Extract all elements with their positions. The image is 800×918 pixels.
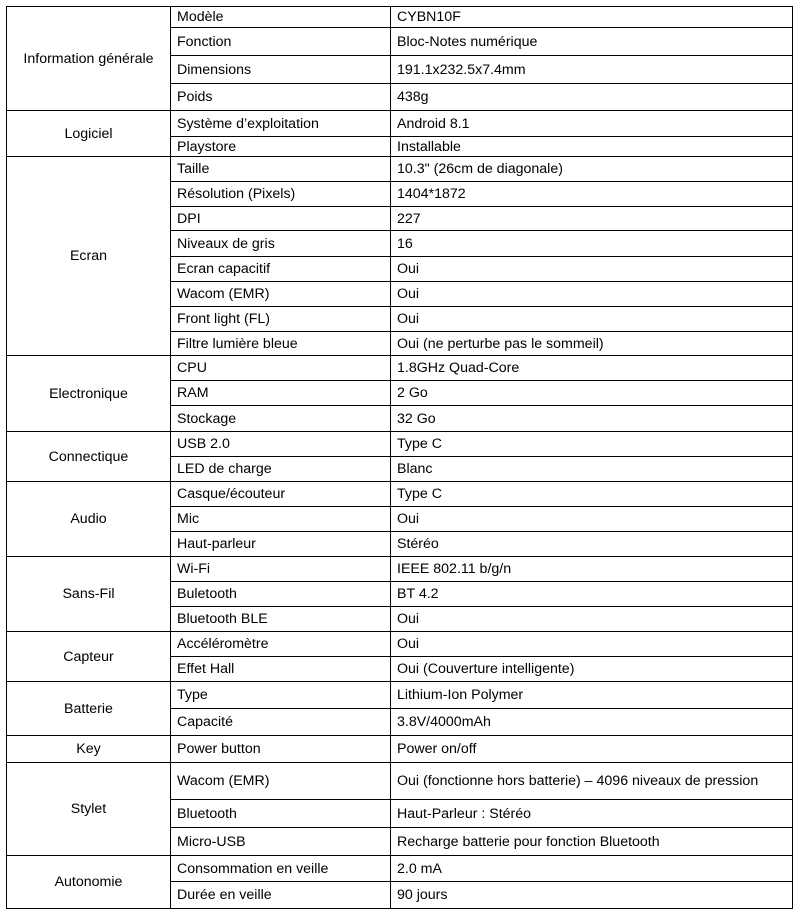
table-row xyxy=(7,7,793,28)
spec-value-cell: 32 Go xyxy=(391,406,793,432)
spec-value-cell: 2.0 mA xyxy=(391,856,793,882)
spec-value-cell: Oui (ne perturbe pas le sommeil) xyxy=(391,332,793,356)
spec-value-cell: Oui (Couverture intelligente) xyxy=(391,657,793,682)
spec-value-cell: Type C xyxy=(391,482,793,507)
spec-label-cell: Dimensions xyxy=(171,56,391,84)
spec-label-cell: Résolution (Pixels) xyxy=(171,182,391,207)
spec-value-cell: 90 jours xyxy=(391,882,793,909)
spec-value-cell: Bloc-Notes numérique xyxy=(391,28,793,56)
spec-label-cell: Front light (FL) xyxy=(171,307,391,332)
category-cell: Electronique xyxy=(7,356,171,432)
spec-value-cell: 1404*1872 xyxy=(391,182,793,207)
category-cell: Information générale xyxy=(7,7,171,111)
spec-label-cell: CPU xyxy=(171,356,391,381)
spec-value-cell: Power on/off xyxy=(391,736,793,763)
spec-label-cell: Type xyxy=(171,682,391,709)
spec-value-cell: 191.1x232.5x7.4mm xyxy=(391,56,793,84)
spec-label-cell: Taille xyxy=(171,157,391,182)
spec-value-cell: Oui xyxy=(391,607,793,632)
category-cell: Stylet xyxy=(7,763,171,856)
spec-label-cell: Capacité xyxy=(171,709,391,736)
spec-label-cell: Poids xyxy=(171,84,391,111)
category-cell: Logiciel xyxy=(7,111,171,157)
spec-label-cell: Fonction xyxy=(171,28,391,56)
spec-label-cell: LED de charge xyxy=(171,457,391,482)
spec-label-cell: Bluetooth BLE xyxy=(171,607,391,632)
spec-value-cell: Android 8.1 xyxy=(391,111,793,137)
category-cell: Batterie xyxy=(7,682,171,736)
spec-label-cell: Micro-USB xyxy=(171,828,391,856)
spec-value-cell: IEEE 802.11 b/g/n xyxy=(391,557,793,582)
table-row xyxy=(7,157,793,182)
spec-value-cell: Installable xyxy=(391,137,793,157)
spec-label-cell: Playstore xyxy=(171,137,391,157)
table-row xyxy=(7,111,793,137)
spec-value-cell: BT 4.2 xyxy=(391,582,793,607)
spec-label-cell: Mic xyxy=(171,507,391,532)
spec-label-cell: DPI xyxy=(171,207,391,231)
spec-value-cell: 3.8V/4000mAh xyxy=(391,709,793,736)
spec-label-cell: Durée en veille xyxy=(171,882,391,909)
spec-label-cell: Effet Hall xyxy=(171,657,391,682)
spec-label-cell: Wi-Fi xyxy=(171,557,391,582)
spec-label-cell: Buletooth xyxy=(171,582,391,607)
spec-label-cell: Bluetooth xyxy=(171,800,391,828)
table-row xyxy=(7,632,793,657)
spec-value-cell: Oui xyxy=(391,307,793,332)
spec-label-cell: Casque/écouteur xyxy=(171,482,391,507)
spec-label-cell: Modèle xyxy=(171,7,391,28)
spec-label-cell: Power button xyxy=(171,736,391,763)
spec-value-cell: Haut-Parleur : Stéréo xyxy=(391,800,793,828)
spec-value-cell: Lithium-Ion Polymer xyxy=(391,682,793,709)
spec-label-cell: Accéléromètre xyxy=(171,632,391,657)
spec-label-cell: Ecran capacitif xyxy=(171,257,391,282)
spec-table-body xyxy=(7,7,793,909)
spec-value-cell: 2 Go xyxy=(391,381,793,406)
table-row xyxy=(7,856,793,882)
spec-value-cell: Recharge batterie pour fonction Bluetooth xyxy=(391,828,793,856)
table-row xyxy=(7,763,793,800)
table-row xyxy=(7,557,793,582)
spec-value-cell: Type C xyxy=(391,432,793,457)
spec-label-cell: Wacom (EMR) xyxy=(171,763,391,800)
spec-value-cell: Oui xyxy=(391,632,793,657)
spec-label-cell: Filtre lumière bleue xyxy=(171,332,391,356)
spec-label-cell: Consommation en veille xyxy=(171,856,391,882)
spec-label-cell: Wacom (EMR) xyxy=(171,282,391,307)
spec-value-cell: CYBN10F xyxy=(391,7,793,28)
spec-label-cell: USB 2.0 xyxy=(171,432,391,457)
spec-label-cell: RAM xyxy=(171,381,391,406)
spec-value-cell: 227 xyxy=(391,207,793,231)
spec-table xyxy=(6,6,793,909)
spec-value-cell: Stéréo xyxy=(391,532,793,557)
category-cell: Audio xyxy=(7,482,171,557)
spec-value-cell: Oui (fonctionne hors batterie) – 4096 niveaux de pression xyxy=(391,763,793,800)
spec-value-cell: Oui xyxy=(391,507,793,532)
table-row xyxy=(7,682,793,709)
spec-value-cell: 10.3" (26cm de diagonale) xyxy=(391,157,793,182)
category-cell: Sans-Fil xyxy=(7,557,171,632)
category-cell: Ecran xyxy=(7,157,171,356)
spec-value-cell: 438g xyxy=(391,84,793,111)
table-row xyxy=(7,432,793,457)
table-row xyxy=(7,356,793,381)
spec-value-cell: 16 xyxy=(391,231,793,257)
spec-value-cell: Blanc xyxy=(391,457,793,482)
category-cell: Key xyxy=(7,736,171,763)
table-row xyxy=(7,482,793,507)
spec-label-cell: Haut-parleur xyxy=(171,532,391,557)
category-cell: Autonomie xyxy=(7,856,171,909)
category-cell: Connectique xyxy=(7,432,171,482)
spec-value-cell: Oui xyxy=(391,257,793,282)
spec-label-cell: Système d’exploitation xyxy=(171,111,391,137)
category-cell: Capteur xyxy=(7,632,171,682)
table-row xyxy=(7,736,793,763)
spec-label-cell: Niveaux de gris xyxy=(171,231,391,257)
spec-value-cell: 1.8GHz Quad-Core xyxy=(391,356,793,381)
spec-label-cell: Stockage xyxy=(171,406,391,432)
spec-value-cell: Oui xyxy=(391,282,793,307)
